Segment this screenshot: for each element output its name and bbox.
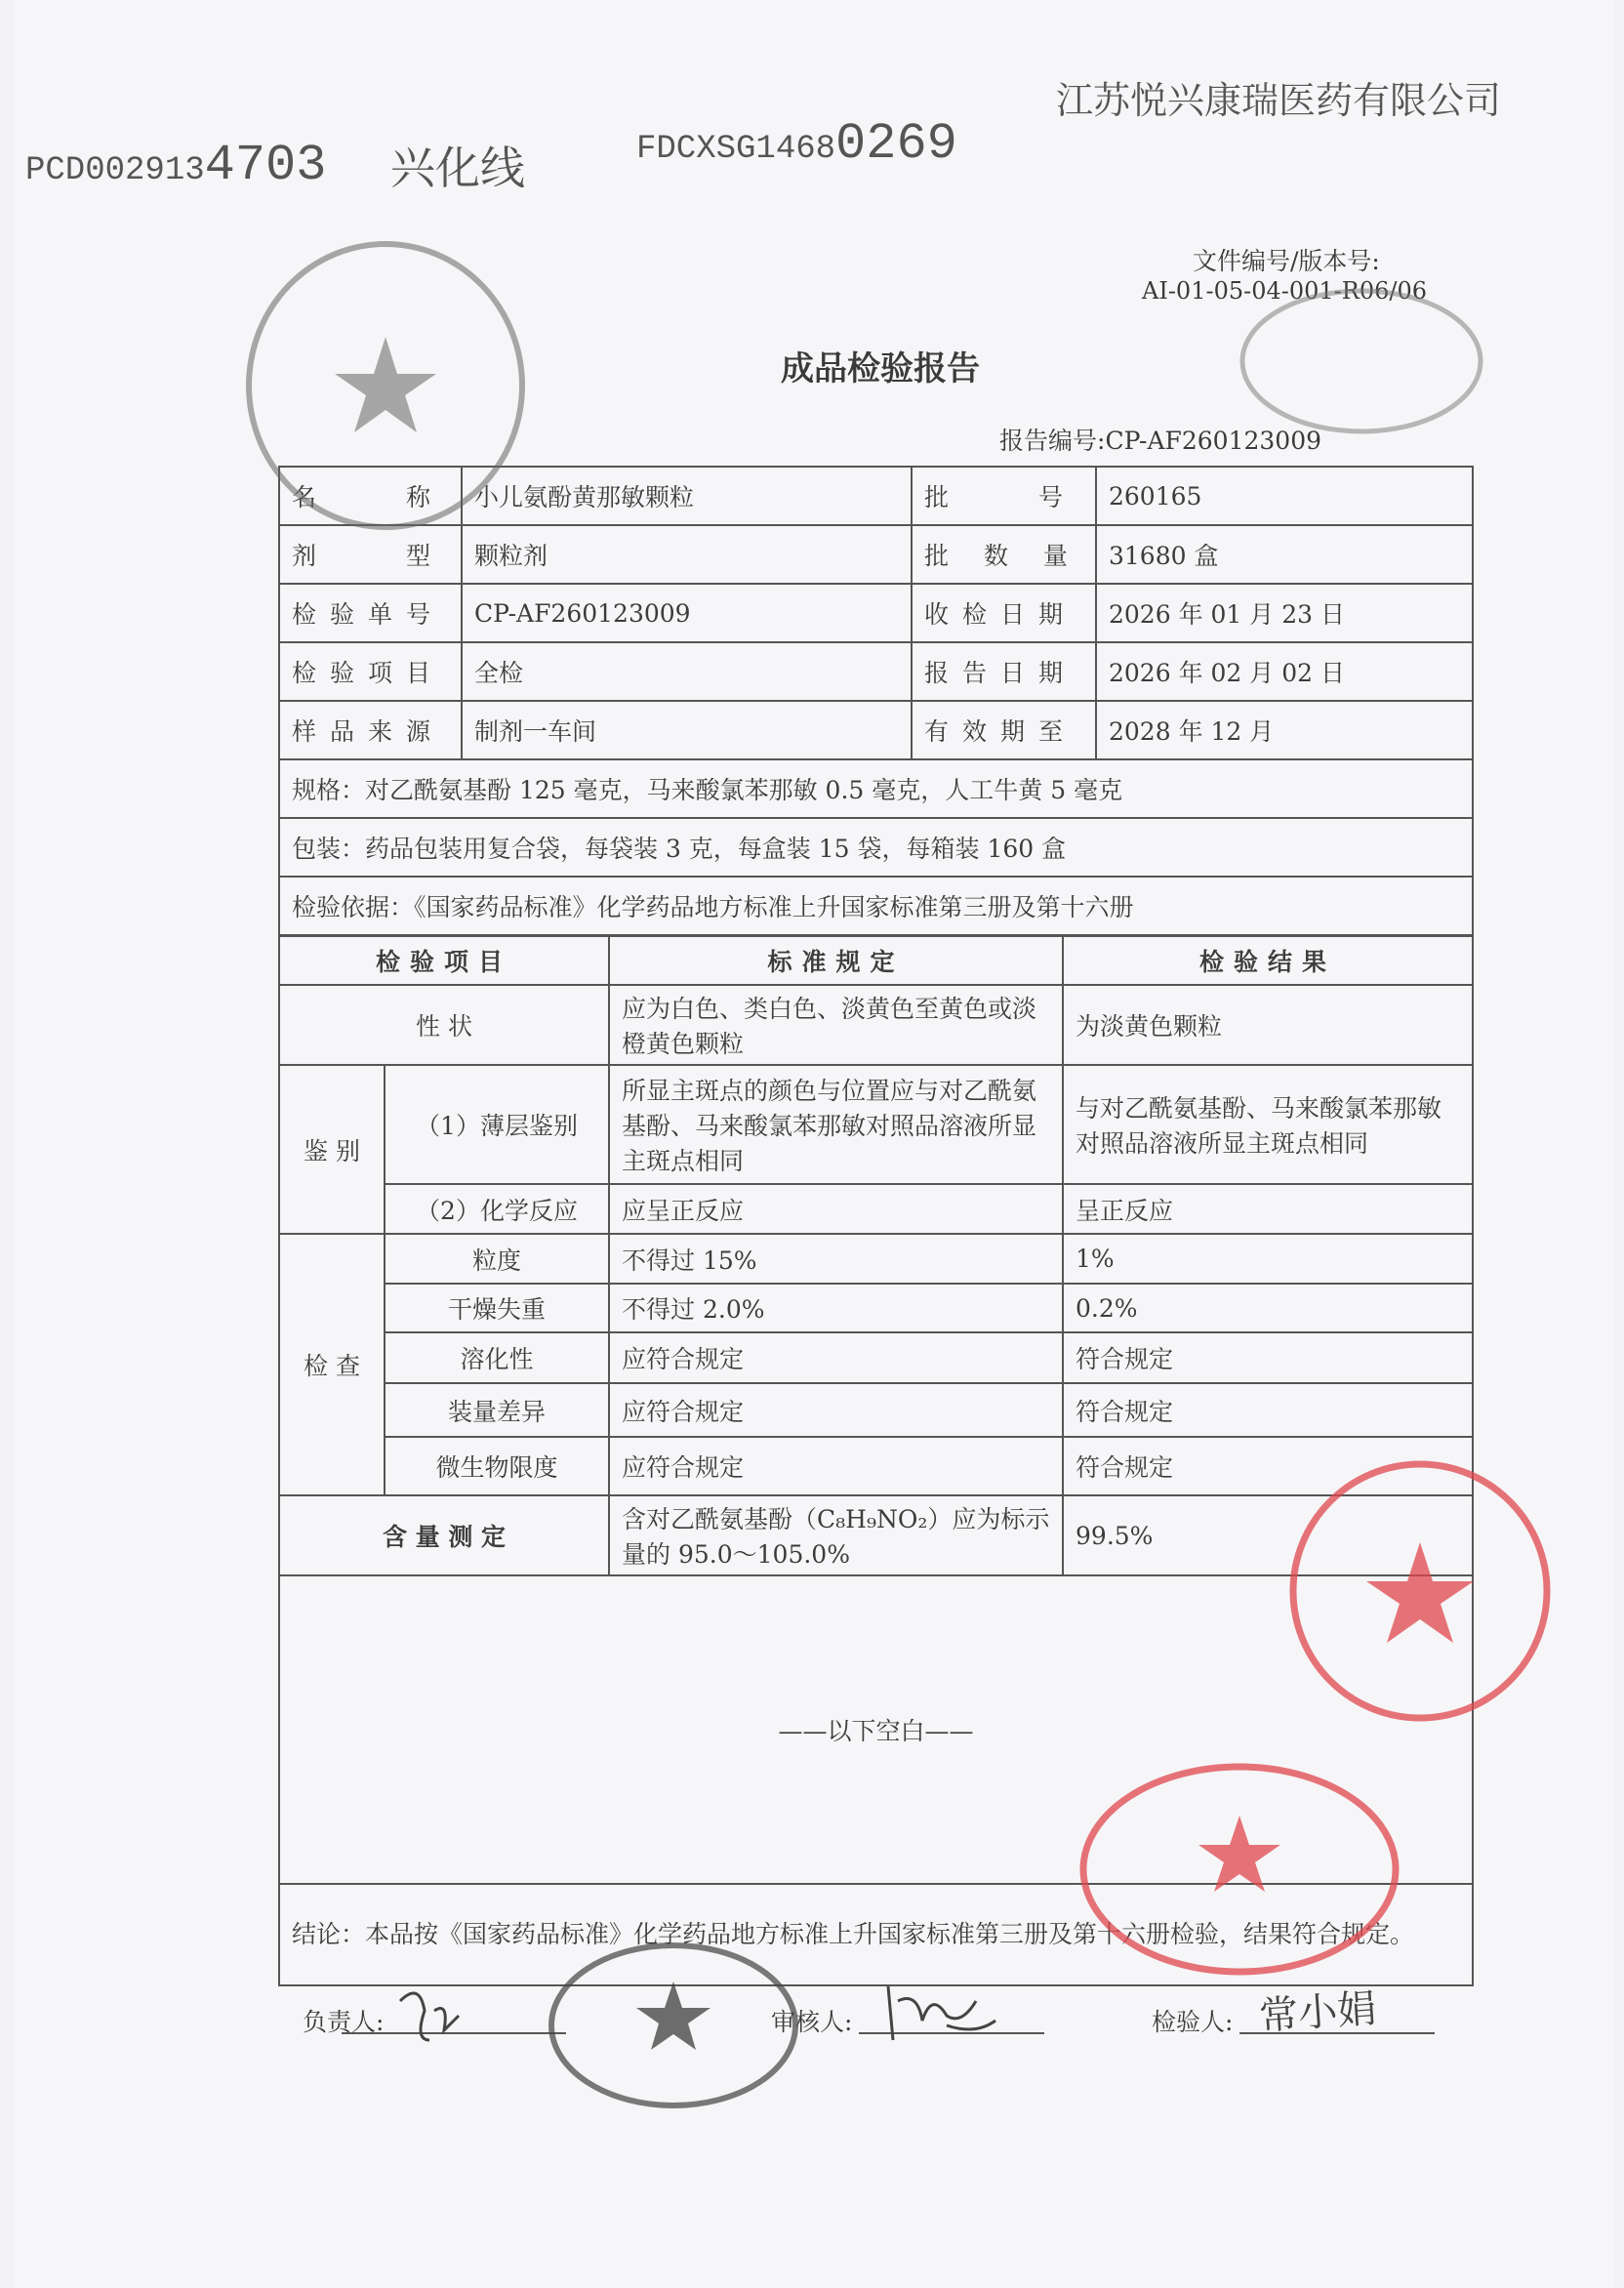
- handwritten-line: 兴化线: [390, 142, 525, 194]
- test-name: （2）化学反应: [385, 1184, 609, 1234]
- info-label: 批 号: [912, 467, 1096, 525]
- info-row: [279, 525, 1473, 584]
- basis-row: 检验依据：《国家药品标准》化学药品地方标准上升国家标准第三册及第十六册: [279, 877, 1473, 935]
- table-row: [279, 1284, 1473, 1332]
- info-row: [279, 584, 1473, 642]
- header-standard: 标准规定: [609, 936, 1063, 985]
- test-standard: 应符合规定: [609, 1332, 1063, 1383]
- reviewer-label: 审核人:: [771, 2008, 853, 2036]
- test-result: 0.2%: [1063, 1284, 1473, 1332]
- test-result: 符合规定: [1063, 1383, 1473, 1437]
- test-result: 为淡黄色颗粒: [1063, 985, 1473, 1065]
- info-value: 全检: [462, 642, 912, 701]
- quality-stamp: [1235, 283, 1488, 439]
- test-name: 含 量 测 定: [279, 1495, 609, 1575]
- test-name: 干燥失重: [385, 1284, 609, 1332]
- responsible-signature: [390, 1982, 468, 2050]
- test-name: 装量差异: [385, 1383, 609, 1437]
- reviewer-signature: [878, 1977, 1005, 2045]
- test-result: 符合规定: [1063, 1437, 1473, 1495]
- test-standard: 含对乙酰氨基酚（C₈H₉NO₂）应为标示量的 95.0～105.0%: [609, 1495, 1063, 1575]
- spec-row: 规格：对乙酰氨基酚 125 毫克，马来酸氯苯那敏 0.5 毫克，人工牛黄 5 毫克: [279, 759, 1473, 818]
- test-result: 1%: [1063, 1234, 1473, 1284]
- code-suffix: 0269: [835, 115, 957, 173]
- info-label: 收检日期: [912, 584, 1096, 642]
- handwritten-code-1: [25, 137, 326, 194]
- test-standard: 应为白色、类白色、淡黄色至黄色或淡橙黄色颗粒: [609, 985, 1063, 1065]
- test-result: 99.5%: [1063, 1495, 1473, 1575]
- info-value: 制剂一车间: [462, 701, 912, 759]
- packaging-row: 包装：药品包装用复合袋，每袋装 3 克，每盒装 15 袋，每箱装 160 盒: [279, 818, 1473, 877]
- yuexing-red-stamp: [1279, 1450, 1562, 1733]
- info-value: 2026 年 02 月 02 日: [1096, 642, 1473, 701]
- inspector-label: 检验人:: [1152, 2008, 1234, 2036]
- info-label: 名 称: [279, 467, 462, 525]
- table-row: [279, 1065, 1473, 1184]
- handwritten-code-2: [636, 115, 957, 173]
- info-label: 剂 型: [279, 525, 462, 584]
- info-label: 批 数 量: [912, 525, 1096, 584]
- info-label: 检验项目: [279, 642, 462, 701]
- test-group: 鉴 别: [279, 1065, 385, 1234]
- table-row: [279, 1383, 1473, 1437]
- test-standard: 应符合规定: [609, 1437, 1063, 1495]
- test-group: 检 查: [279, 1234, 385, 1495]
- test-standard: 不得过 2.0%: [609, 1284, 1063, 1332]
- info-label: 检验单号: [279, 584, 462, 642]
- test-result: 符合规定: [1063, 1332, 1473, 1383]
- jiuzhoutong-black-stamp: [542, 1938, 805, 2113]
- info-label: 报告日期: [912, 642, 1096, 701]
- info-value: 260165: [1096, 467, 1473, 525]
- blank-note: ——以下空白——: [279, 1575, 1473, 1884]
- doc-number: AI-01-05-04-001-R06/06: [1142, 277, 1428, 305]
- test-standard: 应呈正反应: [609, 1184, 1063, 1234]
- test-name: （1）薄层鉴别: [385, 1065, 609, 1184]
- test-name: 粒度: [385, 1234, 609, 1284]
- table-row: [279, 1234, 1473, 1284]
- code-suffix: 4703: [204, 137, 327, 194]
- code-prefix: PCD002913: [25, 152, 205, 189]
- info-value: 颗粒剂: [462, 525, 912, 584]
- header-item: 检验项目: [279, 936, 609, 985]
- test-standard: 不得过 15%: [609, 1234, 1063, 1284]
- info-value: 31680 盒: [1096, 525, 1473, 584]
- table-row: [279, 1184, 1473, 1234]
- responsible-label: 负责人:: [303, 2008, 385, 2036]
- info-value: 2026 年 01 月 23 日: [1096, 584, 1473, 642]
- info-table: [278, 466, 1474, 936]
- info-label: 有效期至: [912, 701, 1096, 759]
- test-result: 呈正反应: [1063, 1184, 1473, 1234]
- handwritten-company: 江苏悦兴康瑞医药有限公司: [1056, 79, 1502, 122]
- test-standard: 应符合规定: [609, 1383, 1063, 1437]
- test-name: 溶化性: [385, 1332, 609, 1383]
- test-name: 微生物限度: [385, 1437, 609, 1495]
- info-value: 小儿氨酚黄那敏颗粒: [462, 467, 912, 525]
- page-title: 成品检验报告: [781, 349, 980, 388]
- test-result: 与对乙酰氨基酚、马来酸氯苯那敏对照品溶液所显主斑点相同: [1063, 1065, 1473, 1184]
- jiuzhoutong-red-stamp: [1074, 1757, 1405, 1982]
- report-number-label: 报告编号:: [999, 427, 1106, 455]
- info-row: [279, 642, 1473, 701]
- inspector-signature: 常小娟: [1257, 1985, 1378, 2040]
- code-prefix: FDCXSG1468: [636, 131, 836, 168]
- report-number-value: CP-AF260123009: [1105, 427, 1322, 455]
- conclusion: 结论：本品按《国家药品标准》化学药品地方标准上升国家标准第三册及第十六册检验，结果符合规定。: [279, 1884, 1473, 1985]
- header-result: 检验结果: [1063, 936, 1473, 985]
- table-row: [279, 1332, 1473, 1383]
- info-row: [279, 701, 1473, 759]
- doc-number-label: 文件编号/版本号:: [1193, 247, 1380, 275]
- test-standard: 所显主斑点的颜色与位置应与对乙酰氨基酚、马来酸氯苯那敏对照品溶液所显主斑点相同: [609, 1065, 1063, 1184]
- info-value: CP-AF260123009: [462, 584, 912, 642]
- qualified-stamp: [239, 239, 532, 532]
- table-row: [279, 985, 1473, 1065]
- info-label: 样品来源: [279, 701, 462, 759]
- info-value: 2028 年 12 月: [1096, 701, 1473, 759]
- test-name: 性 状: [279, 985, 609, 1065]
